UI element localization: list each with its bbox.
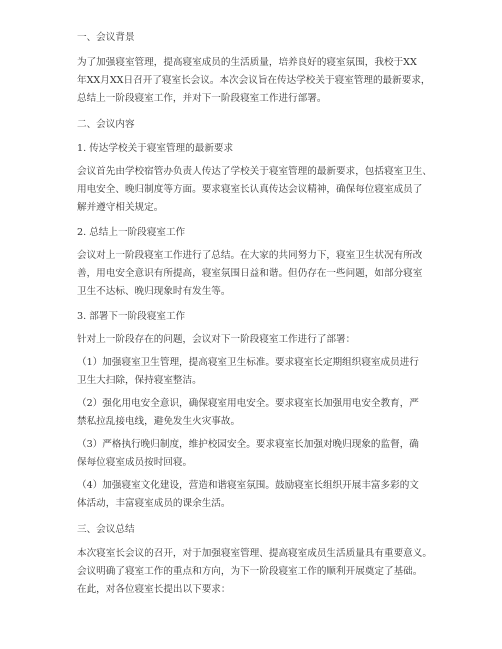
paragraph-line: 保每位寝室成员按时回寝。 (77, 457, 193, 468)
summary-paragraph (77, 545, 436, 599)
paragraph-line: 在此，对各位寝室长提出以下要求： (77, 584, 231, 595)
subsection-title-1: 1. 传达学校关于寝室管理的最新要求 (77, 143, 234, 154)
paragraph-line: 卫生不达标、晚归现象时有发生等。 (77, 286, 231, 297)
paragraph-line: 用电安全、晚归制度等方面。要求寝室长认真传达会议精神，确保每位寝室成员了 (77, 184, 423, 195)
paragraph-line: 会议对上一阶段寝室工作进行了总结。在大家的共同努力下，寝室卫生状况有所改 (77, 250, 423, 261)
list-item-4 (77, 477, 436, 513)
list-item-2 (77, 395, 436, 431)
section-heading-summary: 三、会议总结 (77, 524, 135, 535)
list-item-1 (77, 354, 436, 390)
subsection-2-paragraph (77, 247, 436, 301)
paragraph-line: 体活动，丰富寝室成员的课余生活。 (77, 498, 231, 509)
subsection-title-3: 3. 部署下一阶段寝室工作 (77, 311, 186, 322)
paragraph-line: 会议明确了寝室工作的重点和方向，为下一阶段寝室工作的顺利开展奠定了基础。 (77, 566, 423, 577)
paragraph-line: （3）严格执行晚归制度，维护校园安全。要求寝室长加强对晚归现象的监督，确 (77, 439, 419, 450)
section-heading-background: 一、会议背景 (77, 32, 135, 43)
paragraph-line: 本次寝室长会议的召开，对于加强寝室管理、提高寝室成员生活质量具有重要意义。 (77, 548, 432, 559)
subsection-1-paragraph (77, 163, 436, 217)
paragraph-line: （1）加强寝室卫生管理，提高寝室卫生标准。要求寝室长定期组织寝室成员进行 (77, 357, 419, 368)
section-heading-content: 二、会议内容 (77, 119, 135, 130)
paragraph-line: 卫生大扫除，保持寝室整洁。 (77, 375, 202, 386)
paragraph-line: 善，用电安全意识有所提高，寝室氛围日益和谐。但仍存在一些问题，如部分寝室 (77, 268, 423, 279)
background-paragraph (77, 54, 436, 108)
subsection-3-intro: 针对上一阶段存在的问题，会议对下一阶段寝室工作进行了部署： (77, 334, 356, 345)
paragraph-line: 会议首先由学校宿管办负责人传达了学校关于寝室管理的最新要求，包括寝室卫生、 (77, 166, 432, 177)
list-item-3 (77, 436, 436, 472)
paragraph-line: 禁私拉乱接电线，避免发生火灾事故。 (77, 416, 241, 427)
paragraph-line: 为了加强寝室管理，提高寝室成员的生活质量，培养良好的寝室氛围，我校于XX (77, 57, 417, 68)
paragraph-line: 年XX月XX日召开了寝室长会议。本次会议旨在传达学校关于寝室管理的最新要求， (77, 75, 431, 86)
paragraph-line: 总结上一阶段寝室工作，并对下一阶段寝室工作进行部署。 (77, 93, 327, 104)
subsection-title-2: 2. 总结上一阶段寝室工作 (77, 227, 186, 238)
paragraph-line: （4）加强寝室文化建设，营造和谐寝室氛围。鼓励寝室长组织开展丰富多彩的文 (77, 480, 419, 491)
paragraph-line: 解并遵守相关规定。 (77, 202, 164, 213)
paragraph-line: （2）强化用电安全意识，确保寝室用电安全。要求寝室长加强用电安全教育，严 (77, 398, 419, 409)
